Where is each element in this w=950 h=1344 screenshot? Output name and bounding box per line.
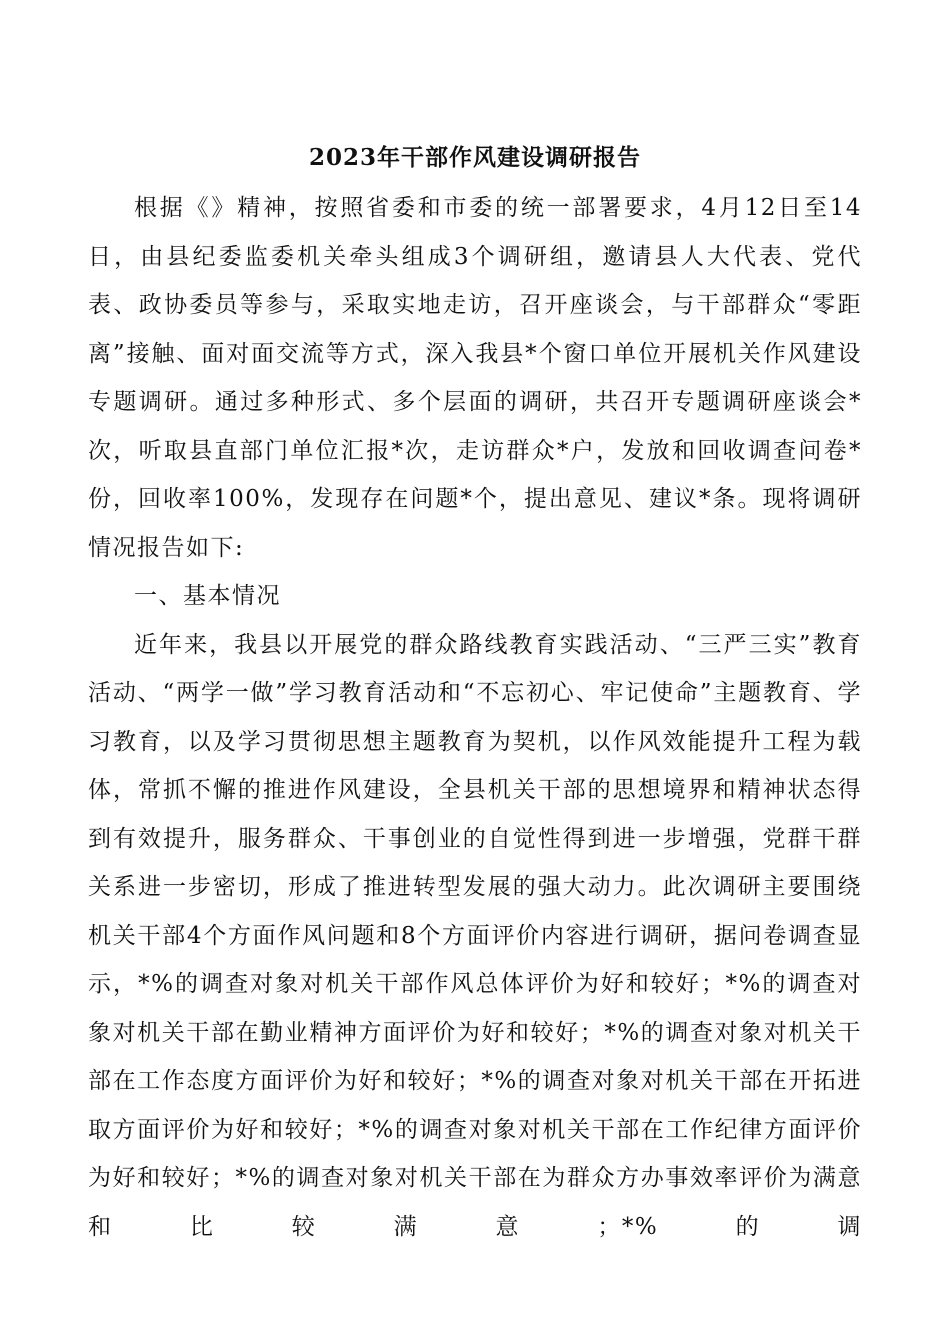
document-title: 2023年干部作风建设调研报告 bbox=[308, 144, 641, 171]
intro-paragraph: 根据《》精神，按照省委和市委的统一部署要求，4月12日至14日，由县纪委监委机关牵头组成3个调研组，邀请县人大代表、党代表、政协委员等参与，采取实地走访，召开座谈会，与干部群众“零距离”接触、面对面交流等方式，深入我县*个窗口单位开展机关作风建设专题调研。通过多种形式、多个层面的调研，共召开专题调研座谈会*次，听取县直部门单位汇报*次，走访群众*户，发放和回收调查问卷*份，回收率100%，发现存在问题*个，提出意见、建议*条。现将调研情况报告如下: bbox=[88, 195, 862, 561]
section-heading: 一、基本情况 bbox=[134, 583, 281, 609]
document-page bbox=[88, 138, 862, 1251]
section-paragraph: 近年来，我县以开展党的群众路线教育实践活动、“三严三实”教育活动、“两学一做”学习教育活动和“不忘初心、牢记使命”主题教育、学习教育，以及学习贯彻思想主题教育为契机，以作风效能提升工程为载体，常抓不懈的推进作风建设，全县机关干部的思想境界和精神状态得到有效提升，服务群众、干事创业的自觉性得到进一步增强，党群干群关系进一步密切，形成了推进转型发展的强大动力。此次调研主要围绕机关干部4个方面作风问题和8个方面评价内容进行调研，据问卷调查显示，*%的调查对象对机关干部作风总体评价为好和较好；*%的调查对象对机关干部在勤业精神方面评价为好和较好；*%的调查对象对机关干部在工作态度方面评价为好和较好；*%的调查对象对机关干部在开拓进取方面评价为好和较好；*%的调查对象对机关干部在工作纪律方面评价为好和较好；*%的调查对象对机关干部在为群众方办事效率评价为满意和比较满意；*%的调 bbox=[88, 631, 862, 1240]
